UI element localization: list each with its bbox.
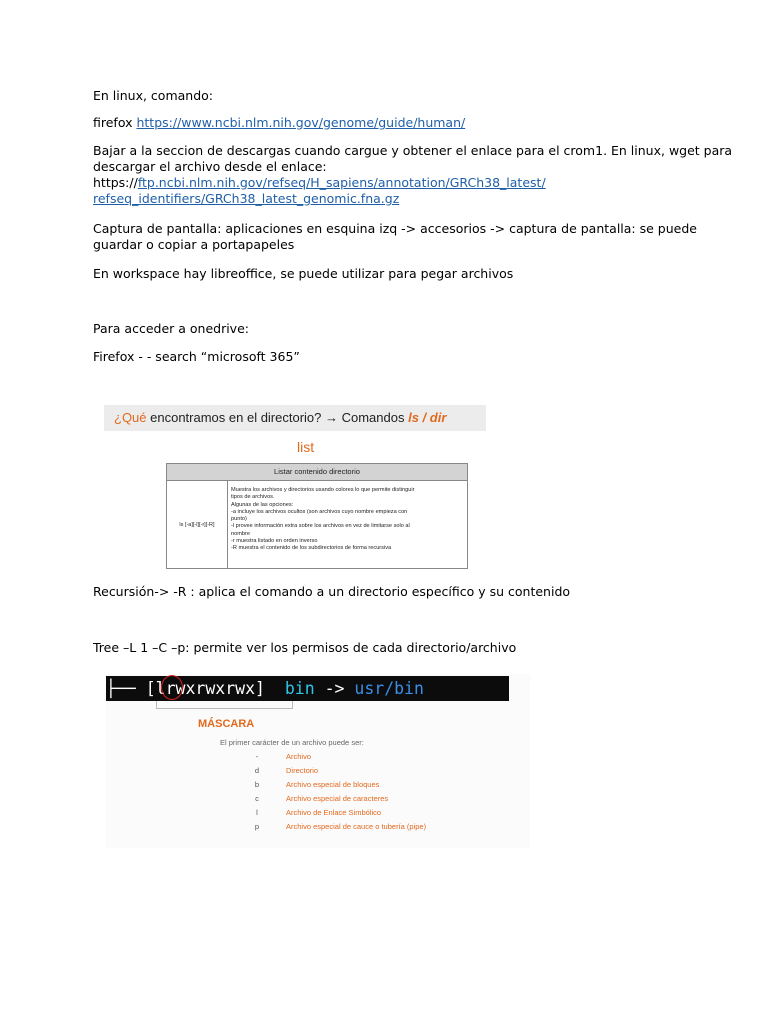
paragraph-firefox xyxy=(93,115,693,131)
type-char: l xyxy=(155,679,166,698)
ls-desc-line: -r muestra listado en orden inverso xyxy=(231,538,318,545)
title-middle: encontramos en el directorio? → Comandos xyxy=(146,410,409,425)
ftp-link-part-2[interactable]: refseq_identifiers/GRCh38_latest_genomic.fna.gz xyxy=(93,191,400,206)
download-line-2: descargar el archivo desde el enlace: xyxy=(93,159,327,174)
paragraph-recursion: Recursión-> -R : aplica el comando a un directorio específico y su contenido xyxy=(93,584,571,599)
row-code: b xyxy=(254,780,260,789)
ls-dir-figure xyxy=(104,400,486,570)
row-code: c xyxy=(255,794,259,803)
ls-desc-line: -a incluye los archivos ocultos (son archivos cuyo nombre empieza con xyxy=(231,508,408,515)
ls-syntax-cell: ls [-a][-l][-r][-R] xyxy=(167,481,228,568)
bracket-indicator xyxy=(156,701,293,709)
link-arrow: -> xyxy=(314,679,355,698)
title-que: ¿Qué xyxy=(114,410,147,425)
paragraph-tree: Tree –L 1 –C –p: permite ver los permisos de cada directorio/archivo xyxy=(93,640,517,655)
download-line-1: Bajar a la seccion de descargas cuando cargue y obtener el enlace para el crom1. En linux, wget para xyxy=(93,143,733,158)
mascara-figure xyxy=(106,674,530,848)
https-prefix: https:// xyxy=(93,175,138,190)
title-command: ls / dir xyxy=(408,410,447,425)
ls-desc-line: Muestra los archivos y directorios usando colores lo que permite distinguir xyxy=(231,487,415,493)
ncbi-human-link[interactable]: https://www.ncbi.nlm.nih.gov/genome/guide/human/ xyxy=(136,115,466,130)
ftp-link-part-1[interactable]: ftp.ncbi.nlm.nih.gov/refseq/H_sapiens/annotation/GRCh38_latest/ xyxy=(137,175,546,190)
row-code: p xyxy=(254,822,260,831)
row-desc: Archivo especial de bloques xyxy=(286,780,380,789)
ls-desc-line: nombre xyxy=(231,530,250,537)
highlight-circle xyxy=(161,675,183,700)
ls-description-cell xyxy=(231,487,463,553)
ls-desc-line: -l provee información extra sobre los archivos en vez de limitarse solo al xyxy=(231,523,410,530)
screenshot-line-1: Captura de pantalla: aplicaciones en esquina izq -> accesorios -> captura de pantalla: se puede xyxy=(93,221,697,236)
paragraph-firefox-search: Firefox - - search “microsoft 365” xyxy=(93,349,300,364)
row-code: - xyxy=(255,752,259,761)
paragraph-onedrive: Para acceder a onedrive: xyxy=(93,321,249,336)
link-name: bin xyxy=(284,679,315,698)
link-target: usr/bin xyxy=(354,679,424,698)
ls-table xyxy=(166,463,468,569)
ls-desc-line: Algunas de las opciones: xyxy=(231,501,294,508)
tree-branch: ├── [ xyxy=(106,679,156,698)
row-desc: Archivo de Enlace Simbólico xyxy=(286,808,382,817)
paragraph-workspace: En workspace hay libreoffice, se puede utilizar para pegar archivos xyxy=(93,266,514,281)
row-desc: Archivo especial de caracteres xyxy=(286,794,389,803)
ls-desc-line: punto) xyxy=(231,516,247,523)
paragraph-download xyxy=(93,143,733,207)
paragraph-screenshot xyxy=(93,221,697,253)
list-heading: list xyxy=(297,439,315,455)
mascara-title: MÁSCARA xyxy=(198,718,255,730)
row-desc: Archivo especial de cauce o tubería (pipe) xyxy=(286,822,427,831)
download-url xyxy=(93,175,703,191)
ls-desc-line: tipos de archivos. xyxy=(231,494,275,501)
row-code: d xyxy=(254,766,260,775)
row-desc: Archivo xyxy=(286,752,312,761)
row-desc: Directorio xyxy=(286,766,319,775)
paragraph-linux-command: En linux, comando: xyxy=(93,88,214,103)
ls-figure-title xyxy=(114,410,446,425)
screenshot-line-2: guardar o copiar a portapapeles xyxy=(93,237,295,252)
permissions: rwxrwxrwx] xyxy=(165,679,285,698)
ls-table-header: Listar contenido directorio xyxy=(167,464,467,481)
firefox-label: firefox xyxy=(93,115,137,130)
ls-desc-line: -R muestra el contenido de los subdirectorios de forma recursiva xyxy=(231,545,392,552)
mascara-subtitle: El primer carácter de un archivo puede ser: xyxy=(220,738,364,747)
row-code: l xyxy=(256,808,258,817)
